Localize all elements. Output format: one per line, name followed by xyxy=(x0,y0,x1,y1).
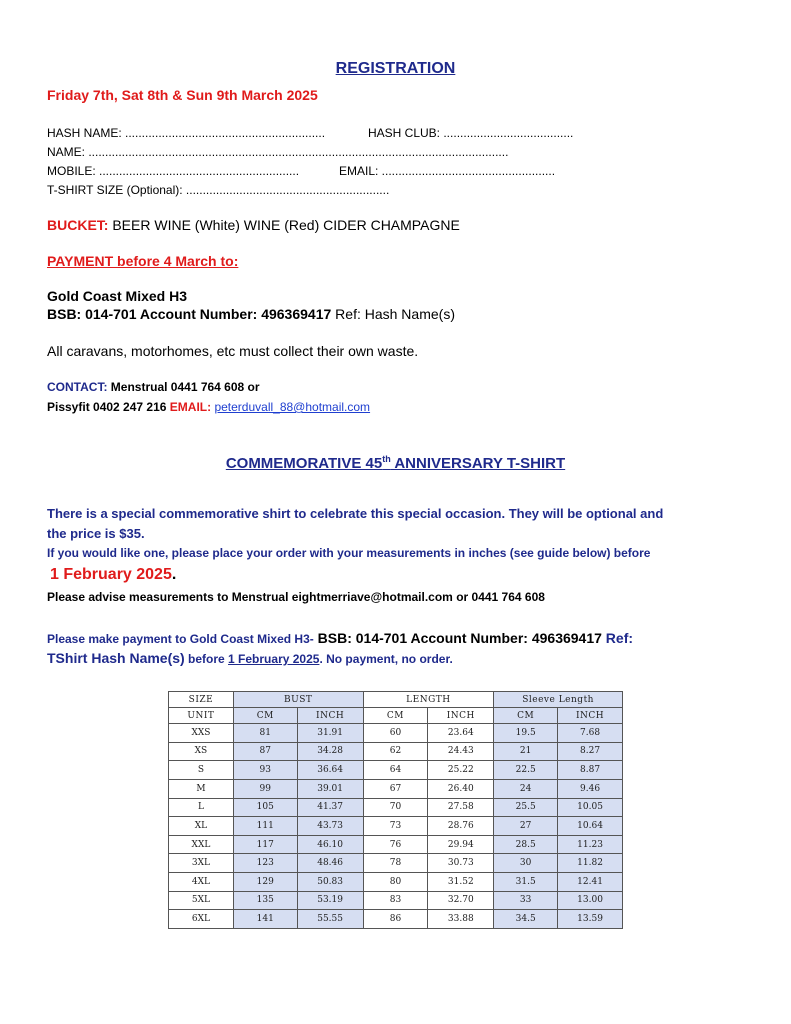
mobile-field[interactable]: MOBILE: ............................................................ xyxy=(47,164,300,178)
table-row xyxy=(169,817,623,836)
sleeve-cm-cell: 31.5 xyxy=(494,873,558,892)
sleeve-inch-cell: 13.00 xyxy=(558,891,623,910)
table-row xyxy=(169,891,623,910)
sleeve-cm-cell: 30 xyxy=(494,854,558,873)
length-inch-cell: 24.43 xyxy=(428,742,494,761)
payment-ref: Ref: Hash Name(s) xyxy=(335,306,455,322)
sleeve-inch-cell: 11.82 xyxy=(558,854,623,873)
length-inch-cell: 33.88 xyxy=(428,910,494,929)
tshirt-pay-before: before xyxy=(184,652,229,666)
sleeve-inch-cell: 12.41 xyxy=(558,873,623,892)
size-chart-body xyxy=(169,724,623,929)
length-inch-cell: 31.52 xyxy=(428,873,494,892)
sleeve-cm-cell: 27 xyxy=(494,817,558,836)
sleeve-cm-cell: 24 xyxy=(494,779,558,798)
sleeve-inch-cell: 10.05 xyxy=(558,798,623,817)
bust-cm-cell: 129 xyxy=(233,873,297,892)
bust-inch-cell: 50.83 xyxy=(297,873,363,892)
size-chart-header-row2 xyxy=(169,708,623,724)
length-cm-cell: 64 xyxy=(363,761,428,780)
length-inch-cell: 30.73 xyxy=(428,854,494,873)
sleeve-inch-cell: 8.87 xyxy=(558,761,623,780)
tshirt-pay-refname: TShirt Hash Name(s) xyxy=(47,650,185,666)
bucket-label: BUCKET: xyxy=(47,217,109,233)
length-inch-cell: 27.58 xyxy=(428,798,494,817)
bust-cm-cell: 93 xyxy=(233,761,297,780)
sleeve-length-header: Sleeve Length xyxy=(494,692,623,708)
bust-inch-cell: 39.01 xyxy=(297,779,363,798)
table-row xyxy=(169,724,623,743)
tshirt-deadline-dot: . xyxy=(171,566,177,583)
sleeve-cm-cell: 25.5 xyxy=(494,798,558,817)
tshirt-advise: Please advise measurements to Menstrual eightmerriave@hotmail.com or 0441 764 608 xyxy=(47,590,545,604)
unit-header: UNIT xyxy=(169,708,234,724)
contact-email-link[interactable]: peterduvall_88@hotmail.com xyxy=(214,400,371,414)
payment-account-name: Gold Coast Mixed H3 xyxy=(47,288,188,304)
length-inch-cell: 29.94 xyxy=(428,835,494,854)
table-row xyxy=(169,835,623,854)
contact-line1 xyxy=(47,380,260,394)
event-dates: Friday 7th, Sat 8th & Sun 9th March 2025 xyxy=(47,87,318,103)
contact-line2 xyxy=(47,400,370,414)
length-inch-cell: 26.40 xyxy=(428,779,494,798)
bucket-options: BEER WINE (White) WINE (Red) CIDER CHAMPAGNE xyxy=(112,217,460,233)
tshirt-para2: If you would like one, please place your order with your measurements in inches (see guide below) before xyxy=(47,546,651,560)
length-inch-cell: 25.22 xyxy=(428,761,494,780)
tshirt-payment-line2 xyxy=(47,650,453,666)
length-inch-cell: 32.70 xyxy=(428,891,494,910)
sleeve-inch-header: INCH xyxy=(558,708,623,724)
table-row xyxy=(169,854,623,873)
tshirt-pay-bank: BSB: 014-701 Account Number: 496369417 xyxy=(313,630,602,646)
email-field[interactable]: EMAIL: .................................................... xyxy=(339,164,556,178)
bust-cm-cell: 141 xyxy=(233,910,297,929)
length-cm-cell: 70 xyxy=(363,798,428,817)
size-chart-table xyxy=(168,691,623,929)
bust-inch-cell: 41.37 xyxy=(297,798,363,817)
tshirt-deadline-date: 1 February 2025 xyxy=(50,566,172,583)
length-cm-cell: 67 xyxy=(363,779,428,798)
contact-label: CONTACT: xyxy=(47,380,108,394)
table-row xyxy=(169,873,623,892)
length-cm-cell: 73 xyxy=(363,817,428,836)
tshirt-title-main: COMMEMORATIVE 45 xyxy=(225,455,383,472)
sleeve-cm-cell: 34.5 xyxy=(494,910,558,929)
size-cell: 6XL xyxy=(169,910,234,929)
size-cell: XS xyxy=(169,742,234,761)
bust-inch-cell: 43.73 xyxy=(297,817,363,836)
tshirt-pay-intro: Please make payment to Gold Coast Mixed H3- xyxy=(47,632,314,646)
sleeve-inch-cell: 7.68 xyxy=(558,724,623,743)
length-cm-cell: 78 xyxy=(363,854,428,873)
sleeve-cm-cell: 21 xyxy=(494,742,558,761)
size-cell: S xyxy=(169,761,234,780)
length-cm-cell: 60 xyxy=(363,724,428,743)
length-cm-cell: 83 xyxy=(363,891,428,910)
bust-cm-cell: 117 xyxy=(233,835,297,854)
bust-inch-cell: 31.91 xyxy=(297,724,363,743)
bust-inch-cell: 34.28 xyxy=(297,742,363,761)
bust-inch-cell: 55.55 xyxy=(297,910,363,929)
tshirt-deadline xyxy=(50,566,176,584)
tshirt-pay-date: 1 February 2025 xyxy=(228,652,320,666)
size-cell: XL xyxy=(169,817,234,836)
tshirt-title-sup: th xyxy=(382,454,391,464)
size-cell: 5XL xyxy=(169,891,234,910)
bust-cm-cell: 111 xyxy=(233,817,297,836)
size-cell: M xyxy=(169,779,234,798)
table-row xyxy=(169,761,623,780)
size-header: SIZE xyxy=(169,692,234,708)
tshirt-para1-line1: There is a special commemorative shirt to celebrate this special occasion. They will be optional and xyxy=(47,506,664,521)
waste-note: All caravans, motorhomes, etc must collect their own waste. xyxy=(47,343,419,359)
contact-person2: Pissyfit 0402 247 216 xyxy=(47,400,167,414)
size-chart-header-row1 xyxy=(169,692,623,708)
name-field[interactable]: NAME: .............................................................................................................................. xyxy=(47,145,509,159)
bust-inch-cell: 53.19 xyxy=(297,891,363,910)
sleeve-inch-cell: 9.46 xyxy=(558,779,623,798)
tshirt-title xyxy=(0,454,791,472)
length-cm-cell: 62 xyxy=(363,742,428,761)
sleeve-cm-cell: 33 xyxy=(494,891,558,910)
registration-title: REGISTRATION xyxy=(335,60,456,77)
size-cell: XXL xyxy=(169,835,234,854)
sleeve-cm-cell: 28.5 xyxy=(494,835,558,854)
bust-inch-cell: 48.46 xyxy=(297,854,363,873)
bust-inch-header: INCH xyxy=(297,708,363,724)
length-inch-cell: 28.76 xyxy=(428,817,494,836)
contact-person1: Menstrual 0441 764 608 or xyxy=(110,380,260,394)
table-row xyxy=(169,910,623,929)
tshirt-size-field[interactable]: T-SHIRT SIZE (Optional): ............................................................. xyxy=(47,183,390,197)
bust-cm-cell: 123 xyxy=(233,854,297,873)
sleeve-cm-cell: 22.5 xyxy=(494,761,558,780)
size-cell: XXS xyxy=(169,724,234,743)
hash-name-field[interactable]: HASH NAME: ............................................................ xyxy=(47,126,326,140)
payment-heading: PAYMENT before 4 March to: xyxy=(47,253,239,269)
tshirt-payment-line1 xyxy=(47,630,633,646)
payment-bank-details: BSB: 014-701 Account Number: 496369417 xyxy=(47,306,332,322)
bust-cm-cell: 87 xyxy=(233,742,297,761)
size-cell: 4XL xyxy=(169,873,234,892)
sleeve-inch-cell: 13.59 xyxy=(558,910,623,929)
length-cm-header: CM xyxy=(363,708,428,724)
hash-club-field[interactable]: HASH CLUB: ....................................... xyxy=(368,126,574,140)
length-inch-header: INCH xyxy=(428,708,494,724)
table-row xyxy=(169,742,623,761)
length-inch-cell: 23.64 xyxy=(428,724,494,743)
bust-cm-cell: 81 xyxy=(233,724,297,743)
tshirt-pay-warning: . No payment, no order. xyxy=(319,652,453,666)
length-cm-cell: 86 xyxy=(363,910,428,929)
contact-email-label: EMAIL: xyxy=(169,400,212,414)
payment-bank-line xyxy=(47,306,455,322)
length-cm-cell: 80 xyxy=(363,873,428,892)
bust-inch-cell: 36.64 xyxy=(297,761,363,780)
tshirt-para1-line2: the price is $35. xyxy=(47,526,145,541)
tshirt-pay-ref: Ref: xyxy=(601,630,634,646)
table-row xyxy=(169,798,623,817)
bust-header: BUST xyxy=(233,692,363,708)
sleeve-cm-cell: 19.5 xyxy=(494,724,558,743)
bust-cm-cell: 105 xyxy=(233,798,297,817)
length-cm-cell: 76 xyxy=(363,835,428,854)
size-cell: L xyxy=(169,798,234,817)
table-row xyxy=(169,779,623,798)
sleeve-inch-cell: 11.23 xyxy=(558,835,623,854)
bust-cm-cell: 99 xyxy=(233,779,297,798)
size-cell: 3XL xyxy=(169,854,234,873)
bust-cm-cell: 135 xyxy=(233,891,297,910)
sleeve-cm-header: CM xyxy=(494,708,558,724)
bust-cm-header: CM xyxy=(233,708,297,724)
tshirt-title-rest: ANNIVERSARY T-SHIRT xyxy=(390,455,566,472)
bucket-line xyxy=(47,217,460,233)
sleeve-inch-cell: 10.64 xyxy=(558,817,623,836)
bust-inch-cell: 46.10 xyxy=(297,835,363,854)
sleeve-inch-cell: 8.27 xyxy=(558,742,623,761)
length-header: LENGTH xyxy=(363,692,494,708)
